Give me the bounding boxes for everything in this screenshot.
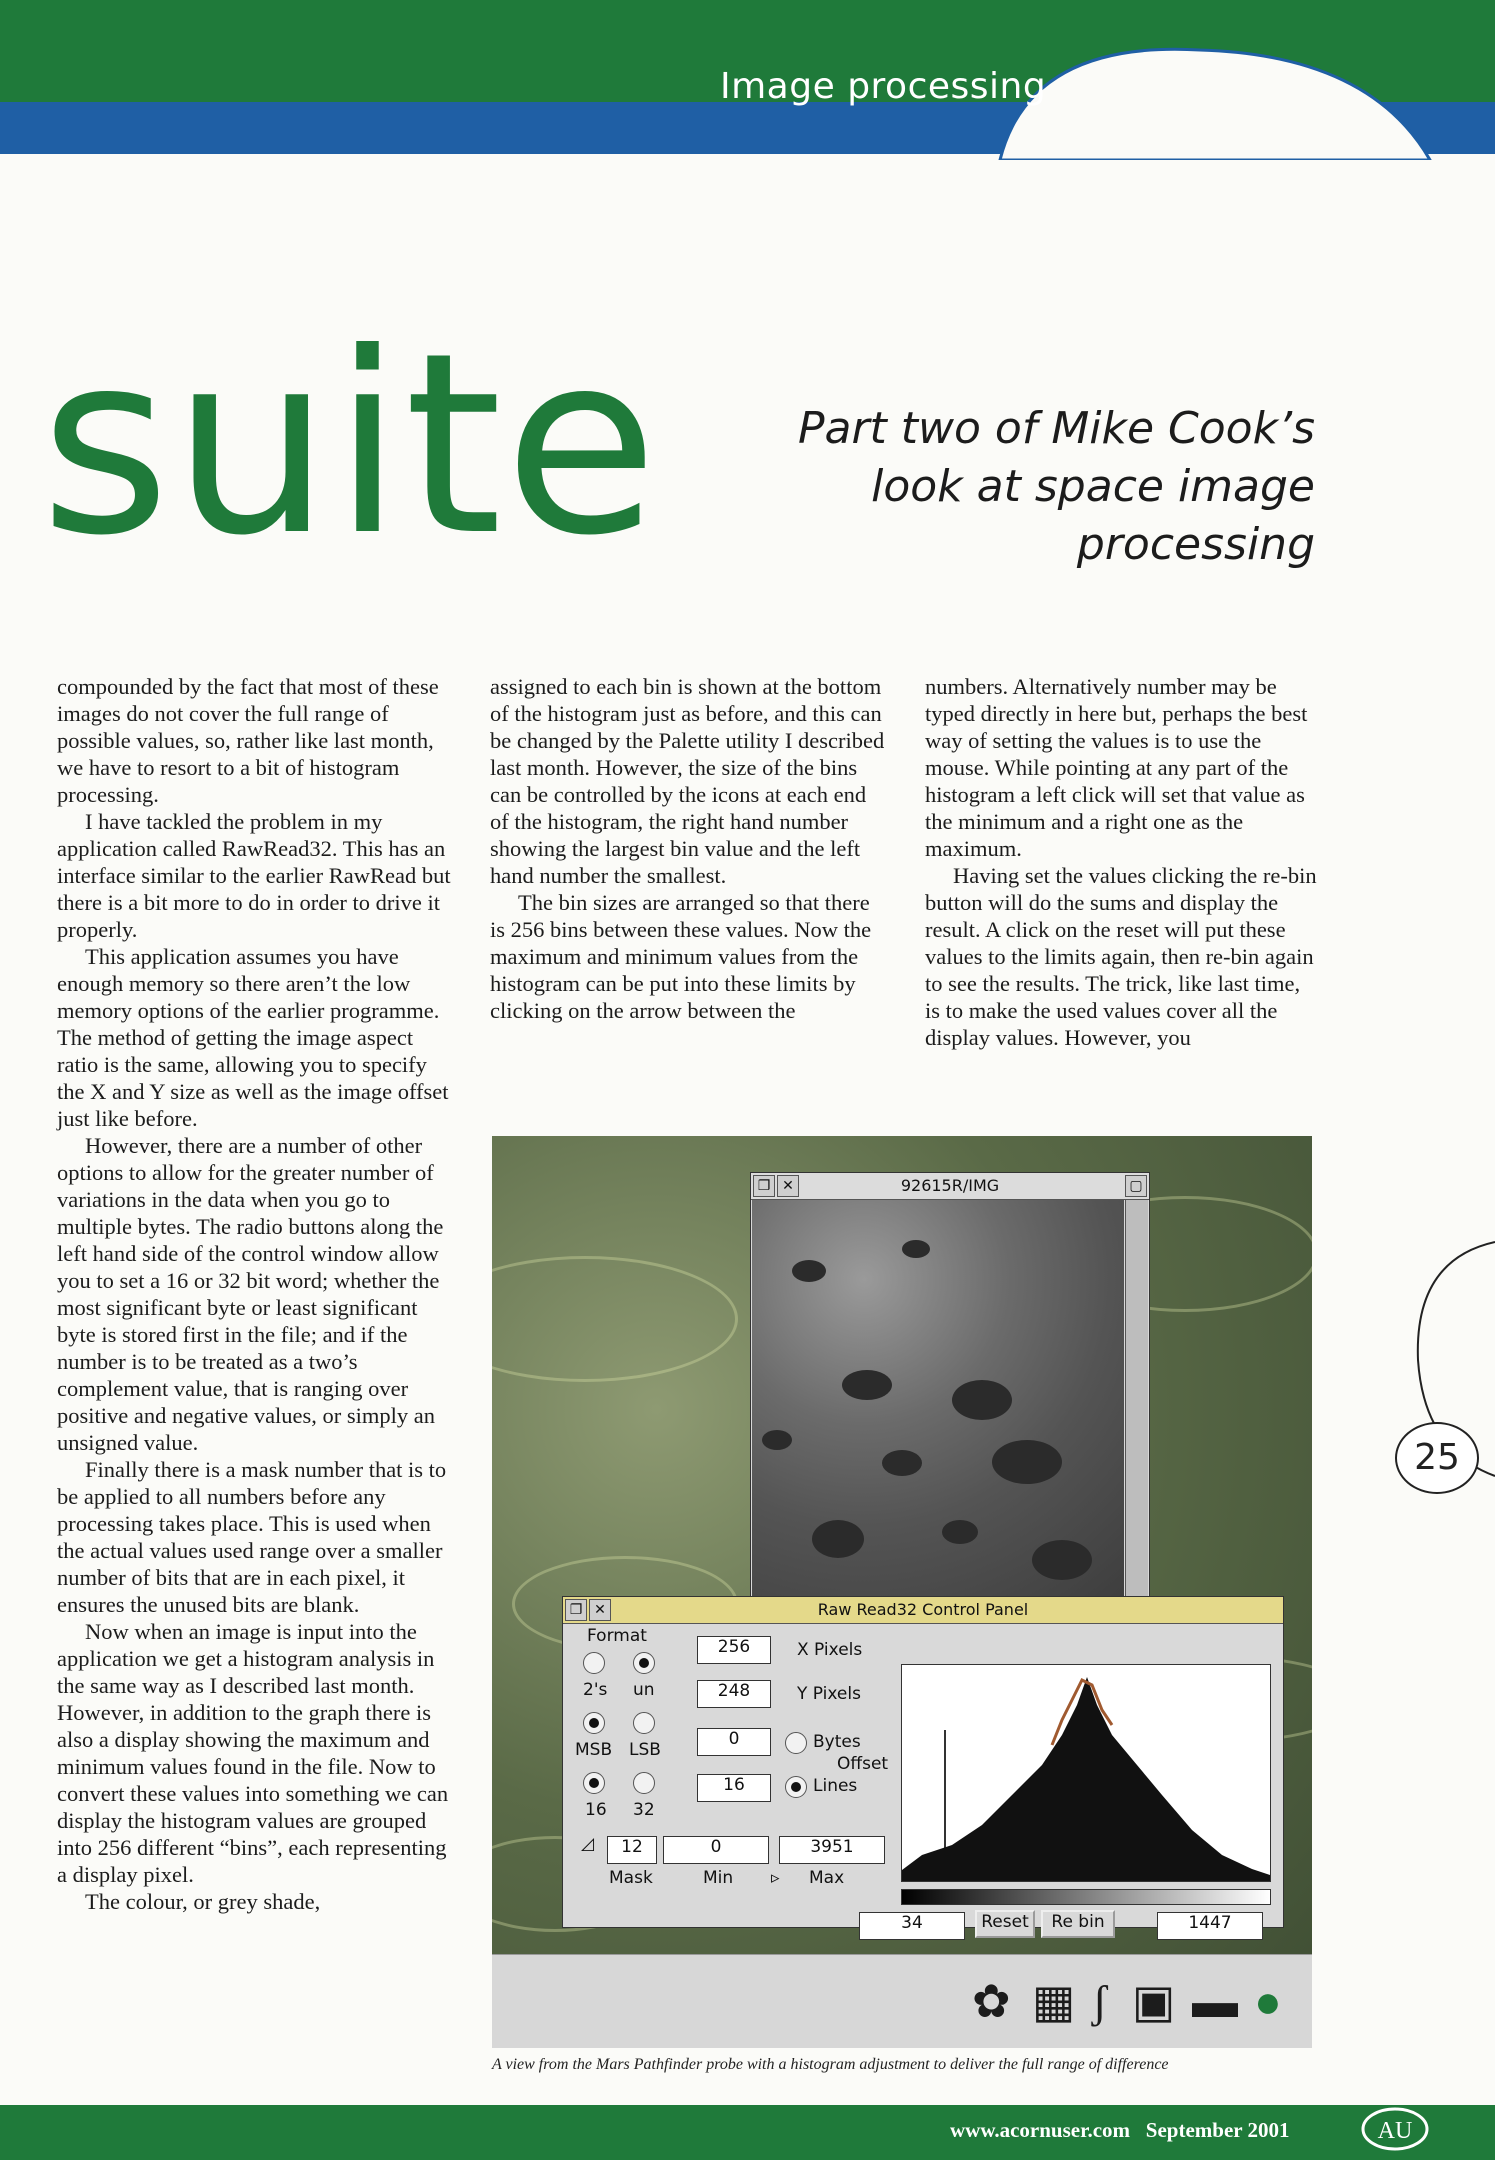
rock-shape	[842, 1370, 892, 1400]
bytes-radio[interactable]	[785, 1732, 807, 1754]
figure-caption: A view from the Mars Pathfinder probe with a histogram adjustment to deliver the full range of difference	[492, 2056, 1169, 2073]
image-window[interactable]	[750, 1172, 1150, 1624]
rock-shape	[942, 1520, 978, 1544]
offset-field[interactable]: 0	[697, 1728, 771, 1756]
un-label: un	[633, 1680, 655, 1700]
vertical-scrollbar[interactable]	[1125, 1200, 1148, 1598]
lines-label: Lines	[813, 1776, 858, 1796]
page-number: 25	[1395, 1422, 1479, 1494]
article-standfirst: Part two of Mike Cook’s look at space image processing	[797, 403, 1315, 570]
rebin-button[interactable]: Re bin	[1041, 1910, 1115, 1938]
toggle-size-icon[interactable]: ▢	[1125, 1175, 1147, 1197]
control-panel-body	[563, 1624, 1283, 1933]
paragraph: Having set the values clicking the re-bin button will do the sums and display the result. A click on the reset will put these values to the limits again, then re-bin again to see the results. The trick, like last time, is to make the used values cover all the display values. However, you	[925, 863, 1317, 1050]
rock-shape	[882, 1450, 922, 1476]
histogram-high-field[interactable]: 1447	[1157, 1912, 1263, 1940]
rock-shape	[952, 1380, 1012, 1420]
format-label: Format	[587, 1626, 647, 1646]
close-icon[interactable]: ✕	[589, 1599, 611, 1621]
msb-label: MSB	[575, 1740, 613, 1760]
bits-16-radio[interactable]	[583, 1772, 605, 1794]
text-column-3	[925, 673, 1320, 1051]
lines-radio[interactable]	[785, 1776, 807, 1798]
bits-32-label: 32	[633, 1800, 655, 1820]
histogram-low-field[interactable]: 34	[859, 1912, 965, 1940]
rock-shape	[762, 1430, 792, 1450]
twos-complement-radio[interactable]	[583, 1652, 605, 1674]
article-title: suite	[40, 299, 660, 590]
lsb-label: LSB	[629, 1740, 661, 1760]
palette-strip	[901, 1889, 1271, 1905]
back-icon[interactable]: ❐	[753, 1175, 775, 1197]
msb-radio[interactable]	[583, 1712, 605, 1734]
paragraph: This application assumes you have enough memory so there aren’t the low memory options of the earlier programme. The method of getting the image aspect ratio is the same, allowing you to specify the X and Y size as well as the image offset just like before.	[57, 944, 449, 1131]
max-label: Max	[809, 1868, 845, 1888]
palette-icon[interactable]: ▦	[1032, 1976, 1076, 2027]
mask-label: Mask	[609, 1868, 653, 1888]
app-icon[interactable]: ✿	[972, 1976, 1011, 2027]
paragraph: The colour, or grey shade,	[85, 1889, 321, 1914]
control-panel-title: Raw Read32 Control Panel	[817, 1600, 1029, 1619]
alarm-icon[interactable]: ʃ	[1092, 1976, 1108, 2027]
text-column-2	[490, 673, 885, 1024]
paragraph: assigned to each bin is shown at the bottom of the histogram just as before, and this can be changed by the Palette utility I described last month. However, the size of the bins can be controlled by the icons at each end of the histogram, the right hand number showing the largest bin value and the left hand number the smallest.	[490, 674, 885, 888]
offset-label: Offset	[837, 1754, 889, 1774]
mask-field[interactable]: 12	[607, 1836, 657, 1864]
footer-url[interactable]: www.acornuser.com	[950, 2118, 1131, 2142]
bits-32-radio[interactable]	[633, 1772, 655, 1794]
histogram-panel[interactable]	[901, 1664, 1271, 1882]
y-pixels-label: Y Pixels	[797, 1684, 861, 1704]
mars-surface-image	[752, 1200, 1124, 1598]
paragraph: However, there are a number of other options to allow for the greater number of variations in the data when you go to multiple bytes. The radio buttons along the left hand side of the control window allow you to set a 16 or 32 bit word; whether the most significant byte or least significant byte is stored first in the file; and if the number is to be treated as a two’s complement value, that is ranging over positive and negative values, or simply an unsigned value.	[57, 1133, 444, 1455]
paragraph: numbers. Alternatively number may be typed directly in here but, perhaps the best way of setting the values is to use the mouse. While pointing at any part of the histogram a left click will set that value as the minimum and a right one as the maximum.	[925, 674, 1308, 861]
close-icon[interactable]: ✕	[777, 1175, 799, 1197]
max-field[interactable]: 3951	[779, 1836, 885, 1864]
screenshot-figure	[492, 1136, 1312, 2048]
text-column-1	[57, 673, 452, 1915]
min-field[interactable]: 0	[663, 1836, 769, 1864]
water-ripple	[492, 1256, 738, 1382]
rock-shape	[1032, 1540, 1092, 1580]
bytes-label: Bytes	[813, 1732, 861, 1752]
acorn-user-logo-icon	[1360, 2106, 1430, 2152]
rock-shape	[992, 1440, 1062, 1484]
control-panel-window[interactable]	[562, 1596, 1284, 1933]
rock-shape	[792, 1260, 826, 1282]
control-panel-titlebar[interactable]	[563, 1597, 1283, 1624]
reset-button[interactable]: Reset	[975, 1910, 1035, 1938]
display-icon[interactable]: ▬	[1192, 1976, 1238, 2027]
paragraph: I have tackled the problem in my application called RawRead32. This has an interface similar to the earlier RawRead but there is a bit more to do in order to drive it properly.	[57, 809, 451, 942]
back-icon[interactable]: ❐	[565, 1599, 587, 1621]
min-label: Min	[703, 1868, 734, 1888]
min-max-arrow-icon[interactable]: ▹	[771, 1868, 780, 1888]
twos-label: 2's	[583, 1680, 608, 1700]
lsb-radio[interactable]	[633, 1712, 655, 1734]
paragraph: Finally there is a mask number that is to be applied to all numbers before any processing takes place. This is used when the actual values used range over a smaller number of bits that are in each pixel, it ensures the unused bits are blank.	[57, 1457, 447, 1617]
x-pixels-label: X Pixels	[797, 1640, 863, 1660]
y-pixels-field[interactable]: 248	[697, 1680, 771, 1708]
histogram-area	[902, 1677, 1270, 1881]
x-pixels-field[interactable]: 256	[697, 1636, 771, 1664]
unsigned-radio[interactable]	[633, 1652, 655, 1674]
rawread32-icon[interactable]: ▣	[1132, 1976, 1176, 2027]
paragraph: compounded by the fact that most of these images do not cover the full range of possible values, so, rather like last month, we have to resort to a bit of histogram processing.	[57, 674, 439, 807]
lines-field[interactable]: 16	[697, 1774, 771, 1802]
image-window-title: 92615R/IMG	[900, 1176, 1000, 1195]
paragraph: Now when an image is input into the application we get a histogram analysis in the same way as I described last month. However, in addition to the graph there is also a display showing the maximum and minimum values found in the file. Now to convert these values into something we can display the histogram values are grouped into 256 different “bins”, each representing a display pixel.	[57, 1619, 449, 1887]
logo-text: AU	[1377, 2118, 1413, 2144]
acorn-icon[interactable]: ●	[1254, 1976, 1282, 2027]
section-label: Image processing	[720, 66, 1047, 107]
bits-16-label: 16	[585, 1800, 607, 1820]
paragraph: The bin sizes are arranged so that there is 256 bins between these values. Now the maximum and minimum values from the histogram can be put into these limits by clicking on the arrow between the	[490, 890, 872, 1023]
rock-shape	[812, 1520, 864, 1558]
mask-arrow-icon[interactable]: ◿	[581, 1834, 595, 1854]
histogram-graph	[902, 1665, 1270, 1881]
icon-bar	[492, 1954, 1312, 2048]
image-window-titlebar[interactable]	[751, 1173, 1149, 1200]
footer-date: September 2001	[1145, 2118, 1290, 2142]
footer-text	[950, 2118, 1289, 2143]
rock-shape	[902, 1240, 930, 1258]
